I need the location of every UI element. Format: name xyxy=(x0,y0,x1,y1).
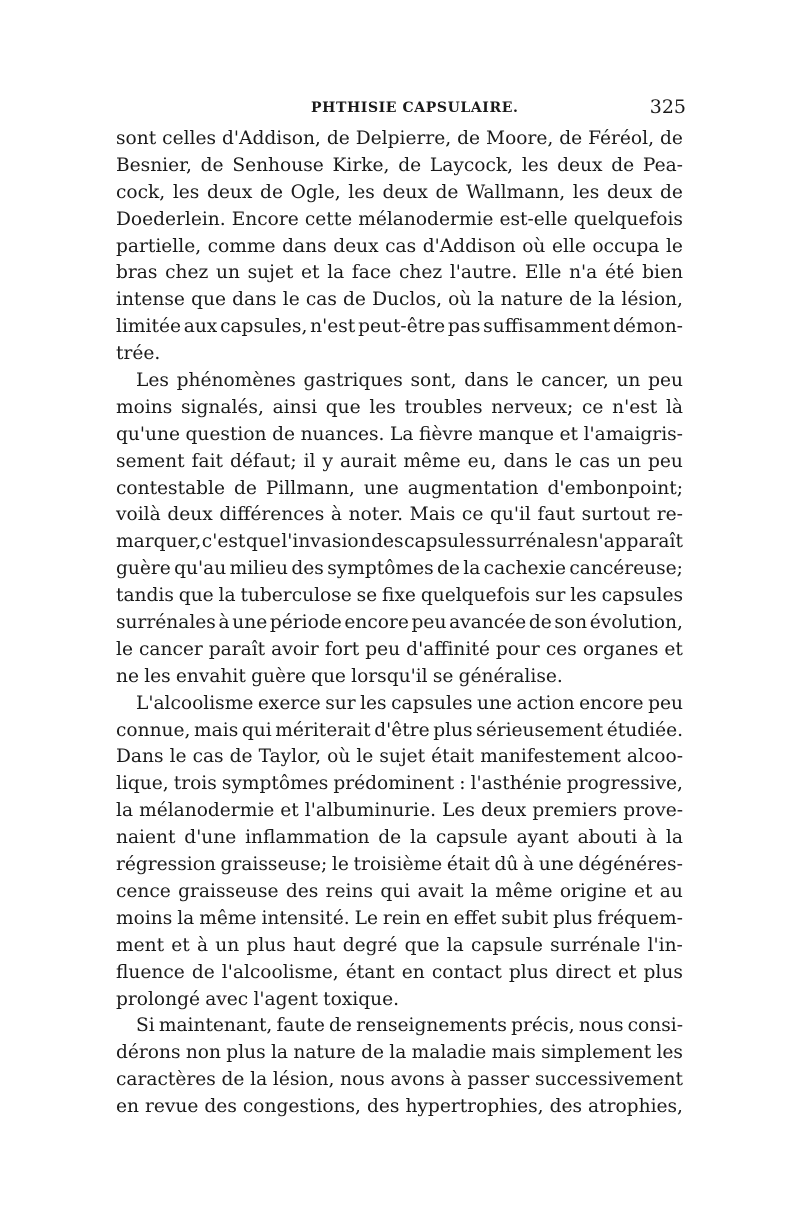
text-line: connue, mais qui mériterait d'être plus sérieusement étudiée. xyxy=(116,719,683,741)
running-head xyxy=(116,96,686,126)
text-line: bras chez un sujet et la face chez l'autre. Elle n'a été bien xyxy=(116,262,683,284)
text-line: cock, les deux de Ogle, les deux de Wallmann, les deux de xyxy=(116,181,683,203)
text-line: régression graisseuse; le troisième était dû à une dégénéres- xyxy=(116,854,683,876)
text-line: Doederlein. Encore cette mélanodermie est-elle quelquefois xyxy=(116,208,683,230)
text-line: moins la même intensité. Le rein en effet subit plus fréquem- xyxy=(116,907,683,929)
text-line: fluence de l'alcoolisme, étant en contact plus direct et plus xyxy=(116,961,683,983)
text-line: qu'une question de nuances. La fièvre manque et l'amaigris- xyxy=(116,423,683,445)
text-line: marquer, c'est que l'invasion des capsules surrénales n'apparaît xyxy=(116,531,683,553)
text-line: lique, trois symptômes prédominent : l'asthénie progressive, xyxy=(116,773,683,795)
text-line: L'alcoolisme exerce sur les capsules une action encore peu xyxy=(136,692,683,714)
text-line: dérons non plus la nature de la maladie mais simplement les xyxy=(116,1042,683,1064)
text-line: ment et à un plus haut degré que la capsule surrénale l'in- xyxy=(116,934,683,956)
text-line: voilà deux différences à noter. Mais ce qu'il faut surtout re- xyxy=(116,504,683,526)
text-line: surrénales à une période encore peu avancée de son évolution, xyxy=(116,612,683,634)
text-line: tandis que la tuberculose se fixe quelquefois sur les capsules xyxy=(116,585,683,607)
text-line: guère qu'au milieu des symptômes de la cachexie cancéreuse; xyxy=(116,558,683,580)
text-line: caractères de la lésion, nous avons à passer successivement xyxy=(116,1069,683,1091)
text-line: Si maintenant, faute de renseignements précis, nous consi- xyxy=(136,1015,683,1037)
text-line: intense que dans le cas de Duclos, où la nature de la lésion, xyxy=(116,289,683,311)
text-line: prolongé avec l'agent toxique. xyxy=(116,988,400,1010)
text-line: sement fait défaut; il y aurait même eu, dans le cas un peu xyxy=(116,450,683,472)
text-line: sont celles d'Addison, de Delpierre, de Moore, de Féréol, de xyxy=(116,128,683,149)
text-line: en revue des congestions, des hypertrophies, des atrophies, xyxy=(116,1096,683,1118)
text-line: la mélanodermie et l'albuminurie. Les deux premiers prove- xyxy=(116,800,683,822)
page-number: 325 xyxy=(649,96,686,118)
text-line: trée. xyxy=(116,343,161,365)
text-line: contestable de Pillmann, une augmentation d'embonpoint; xyxy=(116,477,683,499)
body-text xyxy=(116,126,683,1121)
text-line: moins signalés, ainsi que les troubles nerveux; ce n'est là xyxy=(116,396,683,418)
text-line: Dans le cas de Taylor, où le sujet était manifestement alcoo- xyxy=(116,746,683,768)
text-line: cence graisseuse des reins qui avait la même origine et au xyxy=(116,880,683,902)
text-line: le cancer paraît avoir fort peu d'affinité pour ces organes et xyxy=(116,638,683,660)
text-line: naient d'une inflammation de la capsule ayant abouti à la xyxy=(116,827,683,849)
text-line: Les phénomènes gastriques sont, dans le cancer, un peu xyxy=(136,370,683,392)
text-line: partielle, comme dans deux cas d'Addison où elle occupa le xyxy=(116,235,683,257)
text-line: Besnier, de Senhouse Kirke, de Laycock, les deux de Pea- xyxy=(116,154,683,176)
text-line: limitée aux capsules, n'est peut-être pas suffisamment démon- xyxy=(116,316,683,338)
text-line: ne les envahit guère que lorsqu'il se généralise. xyxy=(116,665,563,687)
running-title: PHTHISIE CAPSULAIRE. xyxy=(311,100,519,116)
